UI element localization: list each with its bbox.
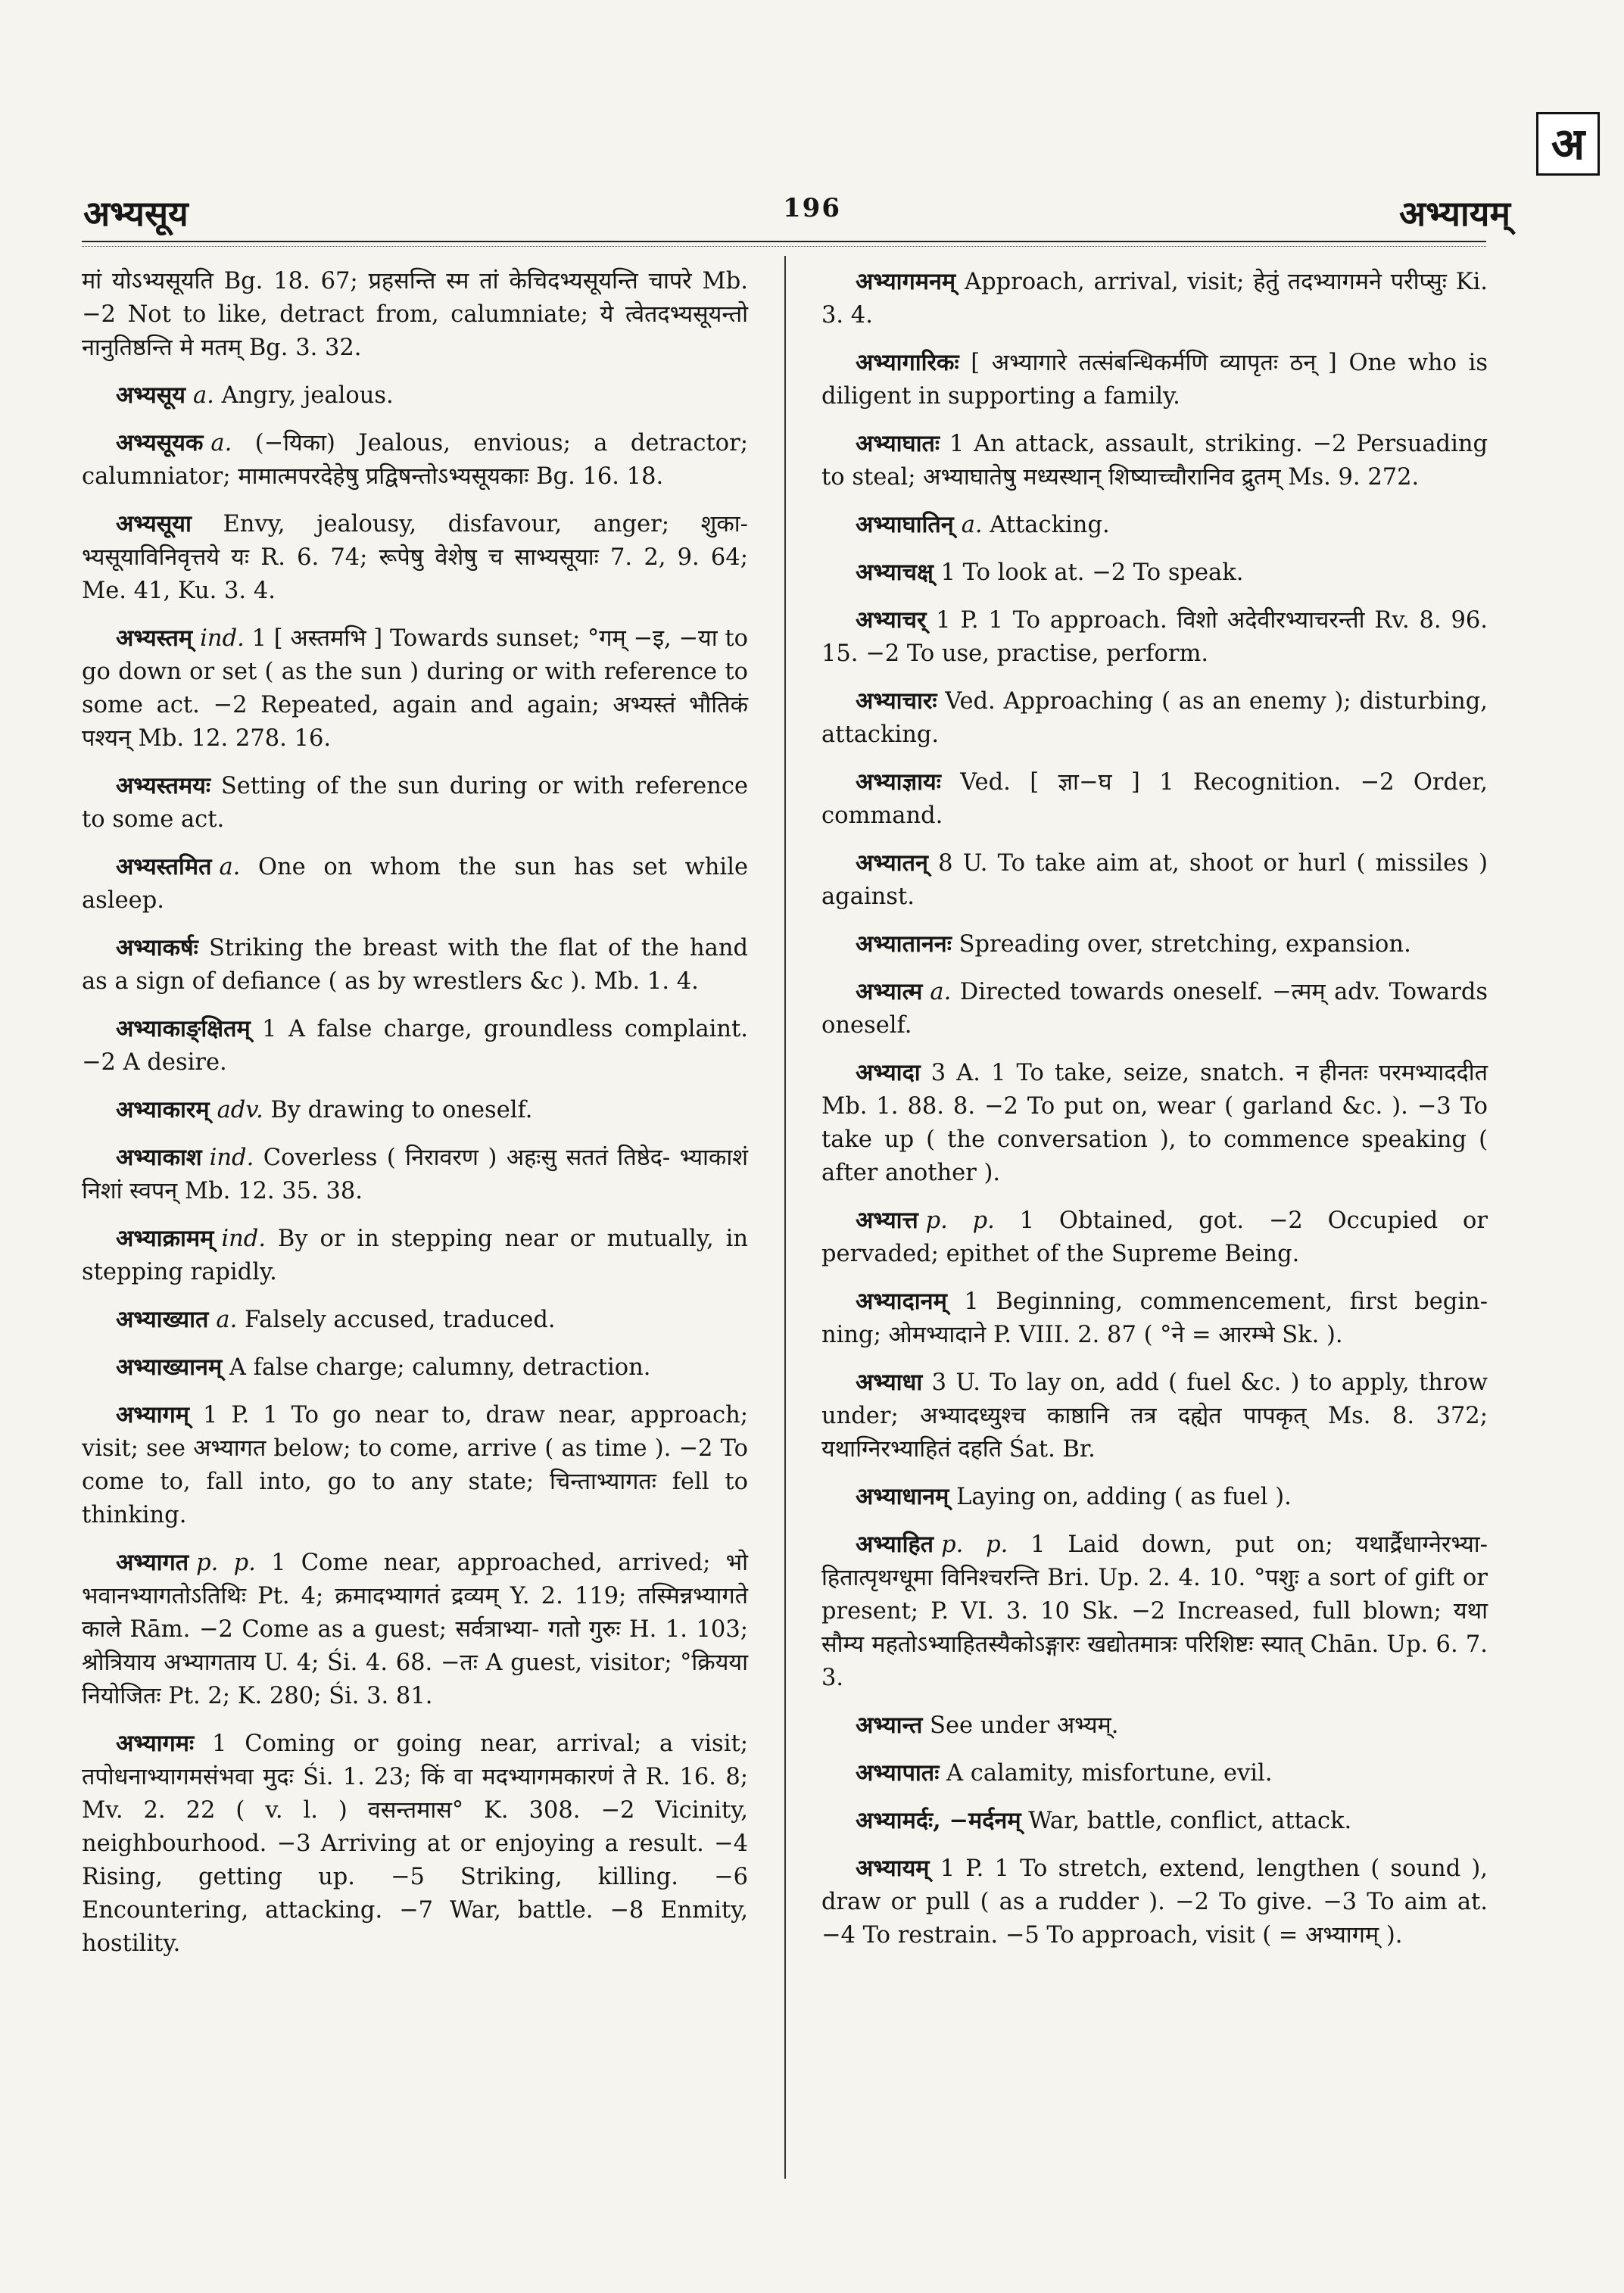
entry-definition: 8 U. To take aim at, shoot or hurl ( missiles ) against. — [821, 850, 1488, 910]
entry-definition: 1 To look at. −2 To speak. — [933, 559, 1244, 586]
entry-definition: Directed towards oneself. −त्मम् adv. Towards oneself. — [821, 979, 1488, 1039]
entry-definition: War, battle, conflict, attack. — [1021, 1808, 1352, 1834]
entry-headword: अभ्याधानम् — [856, 1483, 949, 1510]
dictionary-entry — [82, 769, 748, 837]
dictionary-entry — [82, 379, 748, 413]
entry-headword: अभ्यागमः — [116, 1730, 195, 1757]
entry-headword: अभ्यागारिकः — [856, 349, 959, 376]
entry-headword: अभ्यसूया — [116, 510, 192, 537]
entry-headword: अभ्याताननः — [856, 930, 952, 958]
dictionary-entry — [82, 1093, 748, 1127]
entry-definition: Coverless ( निरावरण ) अहःसु सततं तिष्ठेद- भ्याकाशं निशां स्वपन् Mb. 12. 35. 38. — [82, 1145, 748, 1204]
entry-grammar-label: p. p. — [941, 1531, 1008, 1558]
dictionary-entry — [82, 265, 748, 365]
entry-headword: अभ्याकर्षः — [116, 934, 198, 961]
entry-headword: अभ्यादा — [856, 1059, 921, 1086]
dictionary-entry — [82, 426, 748, 494]
dictionary-entry — [821, 684, 1488, 752]
entry-headword: अभ्याघातिन् — [856, 511, 954, 538]
dictionary-entry — [821, 975, 1488, 1042]
dictionary-entry — [821, 1528, 1488, 1695]
dictionary-entry — [82, 1303, 748, 1337]
entry-definition: By drawing to oneself. — [263, 1097, 533, 1123]
entry-definition: See under अभ्यम्. — [922, 1712, 1119, 1739]
entry-definition: 1 P. 1 To stretch, extend, lengthen ( sound ), draw or pull ( as a rudder ). −2 To give. −3 To aim at. −4 To restrain. −5 To approach, visit ( = अभ्यागम् ). — [821, 1855, 1488, 1949]
dictionary-entry — [821, 1804, 1488, 1838]
dictionary-entry — [82, 1546, 748, 1713]
entry-headword: अभ्यान्त — [856, 1712, 923, 1739]
entry-definition: 1 P. 1 To approach. विशो अदेवीरभ्याचरन्ती Rv. 8. 96. 15. −2 To use, practise, perform. — [821, 607, 1488, 667]
dictionary-entry — [82, 1222, 748, 1289]
dictionary-entry — [82, 1141, 748, 1208]
dictionary-entry — [82, 931, 748, 999]
entry-grammar-label: p. p. — [196, 1550, 256, 1576]
entry-headword: अभ्याचक्ष् — [856, 559, 934, 586]
dictionary-entry — [821, 508, 1488, 542]
dictionary-entry — [821, 346, 1488, 413]
entry-definition: 1 Beginning, commencement, first begin- ning; ओमभ्यादाने P. VIII. 2. 87 ( °ने = आरम्भे Sk. ). — [821, 1288, 1488, 1348]
entry-headword: अभ्याख्यानम् — [116, 1354, 223, 1381]
header-rule-dotted — [82, 246, 1486, 247]
dictionary-entry — [821, 603, 1488, 671]
entry-headword: अभ्याचारः — [856, 687, 937, 715]
dictionary-entry — [821, 556, 1488, 590]
entry-headword: अभ्यापातः — [856, 1759, 940, 1787]
entry-headword: अभ्याख्यात — [116, 1306, 209, 1333]
entry-definition: 1 [ अस्तमभि ] Towards sunset; °गम् −इ, −या to go down or set ( as the sun ) during or with reference to some act. −2 Repeated, again and again; अभ्यस्तं भौतिकं पश्यन् Mb. 12. 278. 16. — [82, 625, 748, 752]
dictionary-entry — [821, 427, 1488, 494]
entry-definition: 1 Coming or going near, arrival; a visit; तपोधनाभ्यागमसंभवा मुदः Śi. 1. 23; किं वा मदभ्यागमकारणं ते R. 16. 8; Mv. 2. 22 ( v. l. ) वसन्तमास° K. 308. −2 Vicinity, neighbourhood. −3 Arriving at or enjoying a result. −4 Rising, getting up. −5 Striking, killing. −6 Encountering, attacking. −7 War, battle. −8 Enmity, hostility. — [82, 1731, 748, 1957]
dictionary-entry — [82, 622, 748, 756]
entry-headword: अभ्यस्तमयः — [116, 772, 211, 799]
entry-definition: 1 Obtained, got. −2 Occupied or pervaded; epithet of the Supreme Being. — [821, 1207, 1488, 1267]
entry-definition: Ved. Approaching ( as an enemy ); disturbing, attacking. — [821, 688, 1488, 748]
entry-definition: Angry, jealous. — [214, 382, 394, 409]
entry-grammar-label: p. p. — [925, 1207, 995, 1234]
left-column — [82, 265, 748, 1974]
entry-headword: अभ्याघातः — [856, 430, 940, 457]
entry-headword: अभ्यस्तमित — [116, 853, 212, 880]
entry-grammar-label: a. — [219, 854, 241, 880]
dictionary-entry — [82, 507, 748, 608]
entry-headword: अभ्यागत — [116, 1549, 189, 1576]
entry-definition: Ved. [ ज्ञा−घ ] 1 Recognition. −2 Order, command. — [821, 769, 1488, 829]
dictionary-entry — [821, 1480, 1488, 1514]
entry-definition: Envy, jealousy, disfavour, anger; शुका- भ्यसूयाविनिवृत्तये यः R. 6. 74; रूपेषु वेशेषु च साभ्यसूयाः 7. 2, 9. 64; Me. 41, Ku. 3. 4. — [82, 511, 748, 604]
left-running-headword: अभ्यसूय — [83, 193, 189, 234]
dictionary-entry — [821, 1709, 1488, 1743]
dictionary-entry — [821, 1366, 1488, 1466]
dictionary-entry — [821, 1204, 1488, 1271]
dictionary-entry — [821, 765, 1488, 833]
right-column — [821, 265, 1488, 1966]
entry-headword: अभ्याकारम् — [116, 1096, 210, 1123]
entry-headword: अभ्यायम् — [856, 1855, 930, 1882]
entry-definition: One on whom the sun has set while asleep. — [82, 854, 748, 914]
entry-headword: अभ्याक्रामम् — [116, 1225, 214, 1252]
dictionary-entry — [82, 1398, 748, 1532]
entry-definition: Falsely accused, traduced. — [237, 1307, 556, 1333]
dictionary-entry — [821, 265, 1488, 332]
entry-grammar-label: a. — [961, 512, 983, 538]
entry-grammar-label: a. — [216, 1307, 238, 1333]
entry-headword: अभ्याकाङ्क्षितम् — [116, 1015, 251, 1042]
right-running-headword: अभ्यायम् — [1398, 193, 1510, 234]
dictionary-entry — [821, 1852, 1488, 1952]
entry-definition: 3 A. 1 To take, seize, snatch. न हीनतः परमभ्याददीत Mb. 1. 88. 8. −2 To put on, wear ( garland &c. ). −3 To take up ( the conversation ), to commence speaking ( after another ). — [821, 1060, 1488, 1186]
entry-grammar-label: adv. — [217, 1097, 263, 1123]
entry-definition: Spreading over, stretching, expansion. — [951, 931, 1411, 958]
entry-grammar-label: a. — [930, 979, 952, 1005]
entry-headword: अभ्याहित — [856, 1531, 934, 1558]
entry-definition: 1 P. 1 To go near to, draw near, approach; visit; see अभ्यागत below; to come, arrive ( as time ). −2 To come to, fall into, go to any state; चिन्ताभ्यागतः fell to thinking. — [82, 1402, 748, 1528]
entry-definition: A false charge; calumny, detraction. — [222, 1354, 651, 1381]
column-divider — [784, 256, 786, 2179]
dictionary-entry — [821, 1285, 1488, 1352]
entry-grammar-label: a. — [193, 382, 214, 409]
entry-headword: अभ्यामर्दः, −मर्दनम् — [856, 1807, 1021, 1834]
entry-headword: अभ्यातन् — [856, 849, 928, 877]
entry-headword: अभ्यात्त — [856, 1207, 918, 1234]
entry-headword: अभ्यसूयक — [116, 429, 204, 456]
entry-definition: (−यिका) Jealous, envious; a detractor; calumniator; मामात्मपरदेहेषु प्रद्विषन्तोऽभ्यसूयकाः Bg. 16. 18. — [82, 430, 748, 490]
dictionary-entry — [82, 1012, 748, 1080]
entry-definition: A calamity, misfortune, evil. — [939, 1760, 1273, 1787]
entry-grammar-label: ind. — [200, 625, 245, 652]
entry-definition: 1 An attack, assault, striking. −2 Persuading to steal; अभ्याघातेषु मध्यस्थान् शिष्याच्चौरानिव द्रुतम् Ms. 9. 272. — [821, 431, 1488, 491]
entry-grammar-label: a. — [210, 430, 232, 456]
dictionary-entry — [821, 1056, 1488, 1190]
dictionary-entry — [821, 846, 1488, 914]
entry-definition: [ अभ्यागारे तत्संबन्धिकर्मणि व्यापृतः ठन् ] One who is diligent in supporting a family. — [821, 350, 1488, 410]
entry-definition: 3 U. To lay on, add ( fuel &c. ) to apply, throw under; अभ्यादध्युश्च काष्ठानि तत्र दह्येत पापकृत् Ms. 8. 372; यथाग्निरभ्याहितं दहति Śat. Br. — [821, 1369, 1488, 1463]
dictionary-entry — [821, 1756, 1488, 1790]
page-number: 196 — [783, 193, 841, 223]
entry-definition: 1 Come near, approached, arrived; भो भवानभ्यागतोऽतिथिः Pt. 4; क्रमादभ्यागतं द्रव्यम् Y. 2. 119; तस्मिन्नभ्यागते काले Rām. −2 Come as a guest; सर्वत्राभ्या- गतो गुरुः H. 1. 103; श्रोत्रियाय अभ्यागताय U. 4; Śi. 4. 68. −तः A guest, visitor; °क्रियया नियोजितः Pt. 2; K. 280; Śi. 3. 81. — [82, 1550, 749, 1709]
entry-definition: Setting of the sun during or with reference to some act. — [82, 773, 748, 833]
dictionary-entry — [82, 1351, 748, 1385]
entry-definition: Approach, arrival, visit; हेतुं तदभ्यागमने परीप्सुः Ki. 3. 4. — [821, 269, 1488, 329]
entry-headword: अभ्याचर् — [856, 606, 927, 634]
entry-headword: अभ्यागमनम् — [856, 268, 956, 295]
entry-definition: Laying on, adding ( as fuel ). — [949, 1484, 1292, 1510]
dictionary-entry — [821, 927, 1488, 961]
entry-headword: अभ्याकाश — [116, 1144, 202, 1171]
entry-headword: अभ्यादानम् — [856, 1288, 947, 1315]
entry-headword: अभ्यात्म — [856, 978, 923, 1005]
entry-headword: अभ्यस्तम् — [116, 625, 193, 652]
entry-headword: अभ्याधा — [856, 1369, 923, 1396]
entry-headword: अभ्यागम् — [116, 1401, 189, 1428]
header-rule — [82, 241, 1486, 242]
entry-definition: Striking the breast with the flat of the hand as a sign of defiance ( as by wrestlers &c ). Mb. 1. 4. — [82, 935, 748, 995]
dictionary-entry — [82, 1727, 748, 1961]
dictionary-entry — [82, 850, 748, 918]
entry-grammar-label: ind. — [221, 1226, 267, 1252]
entry-definition: 1 Laid down, put on; यथार्द्रैधाग्नेरभ्या- हितात्पृथग्धूमा विनिश्चरन्ति Bri. Up. 2. 4. 10. °पशुः a sort of gift or present; P. VI. 3. 10 Sk. −2 Increased, full blown; यथा सौम्य महतोऽभ्याहितस्यैकोऽङ्गारः खद्योतमात्रः परिशिष्टः स्यात् Chān. Up. 6. 7. 3. — [821, 1531, 1488, 1691]
entry-definition: By or in stepping near or mutually, in stepping rapidly. — [82, 1226, 748, 1285]
entry-headword: अभ्याज्ञायः — [856, 768, 941, 796]
entry-definition: Attacking. — [982, 512, 1110, 538]
entry-grammar-label: ind. — [209, 1145, 254, 1171]
entry-definition: 1 A false charge, groundless complaint. −2 A desire. — [82, 1016, 748, 1076]
entry-definition: मां योऽभ्यसूयति Bg. 18. 67; प्रहसन्ति स्म तां केचिदभ्यसूयन्ति चापरे Mb. −2 Not to like, detract from, calumniate; ये त्वेतदभ्यसूयन्तो नानुतिष्ठन्ति मे मतम् Bg. 3. 32. — [82, 268, 748, 361]
entry-headword: अभ्यसूय — [116, 382, 185, 409]
thumb-index-tab: अ — [1536, 112, 1600, 176]
